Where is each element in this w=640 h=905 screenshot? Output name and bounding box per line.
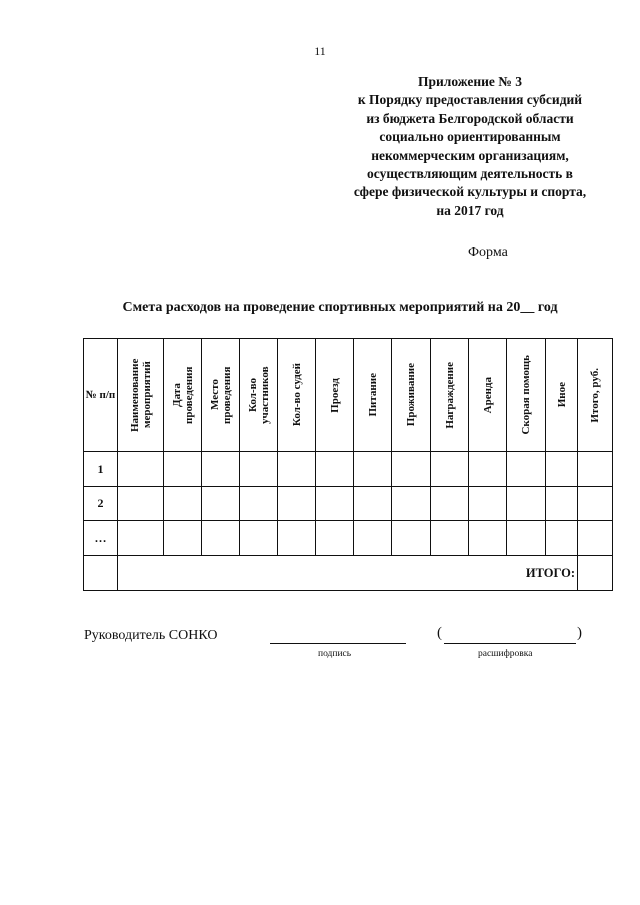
header-label: Аренда [481, 376, 494, 414]
appendix-line: к Порядку предоставления субсидий [357, 92, 583, 108]
total-label: ИТОГО: [118, 556, 578, 591]
table-cell [578, 521, 613, 556]
header-cell [240, 339, 278, 452]
header-cell [431, 339, 469, 452]
table-cell [507, 452, 546, 487]
appendix-line: некоммерческим организациям, [371, 147, 569, 163]
header-label: Наименование мероприятий [128, 358, 153, 432]
table-cell [469, 452, 507, 487]
header-cell [546, 339, 578, 452]
header-label: Дата проведения [170, 366, 195, 424]
table-cell [507, 487, 546, 521]
table-cell [316, 452, 354, 487]
row-number: 2 [84, 487, 118, 521]
table-row [84, 487, 613, 521]
header-label: Проживание [405, 363, 417, 427]
table-cell [278, 452, 316, 487]
table-cell [507, 521, 546, 556]
header-label: Кол-во судей [290, 363, 303, 427]
table-total-row [84, 556, 613, 591]
header-label: Кол-во участников [246, 366, 271, 424]
table-cell [118, 487, 164, 521]
appendix-line: из бюджета Белгородской области [366, 110, 574, 126]
decode-caption: расшифровка [478, 649, 533, 659]
header-cell [316, 339, 354, 452]
table-cell [240, 487, 278, 521]
table-header-row [84, 339, 613, 452]
table-cell [431, 487, 469, 521]
header-cell [278, 339, 316, 452]
header-cell [578, 339, 613, 452]
signature-line [270, 643, 406, 644]
table-cell [240, 452, 278, 487]
page-number: 11 [314, 44, 326, 58]
header-cell [118, 339, 164, 452]
table-cell [578, 487, 613, 521]
table-cell [392, 452, 431, 487]
header-label: Место проведения [208, 366, 233, 424]
table-cell [431, 521, 469, 556]
header-cell [202, 339, 240, 452]
table-cell [392, 487, 431, 521]
row-number: … [84, 521, 118, 556]
table-cell [354, 521, 392, 556]
table-cell [469, 487, 507, 521]
header-label: Скорая помощь [520, 355, 532, 435]
table-cell [316, 521, 354, 556]
table-cell [354, 487, 392, 521]
table-cell [164, 487, 202, 521]
header-label: Проезд [328, 377, 341, 413]
table-cell [84, 556, 118, 591]
row-number: 1 [84, 452, 118, 487]
form-label: Форма [468, 245, 508, 260]
header-label: № п/п [85, 389, 116, 401]
table-cell [316, 487, 354, 521]
table-cell [546, 487, 578, 521]
signature-caption: подпись [318, 649, 352, 659]
table-cell [202, 487, 240, 521]
appendix-header [330, 73, 610, 220]
signature-label: Руководитель СОНКО [84, 628, 218, 643]
table-row [84, 521, 613, 556]
table-cell [354, 452, 392, 487]
table-cell [118, 452, 164, 487]
table-cell [278, 487, 316, 521]
table-cell [278, 521, 316, 556]
header-label: Иное [555, 382, 568, 408]
total-value-cell [578, 556, 613, 591]
table-cell [118, 521, 164, 556]
table-cell [164, 521, 202, 556]
table-cell [392, 521, 431, 556]
appendix-line: Приложение № 3 [418, 74, 522, 89]
appendix-line: на 2017 год [436, 202, 504, 218]
table-cell [578, 452, 613, 487]
decode-line [444, 643, 576, 644]
header-label: Итого, руб. [589, 367, 601, 423]
document-title: Смета расходов на проведение спортивных мероприятий на 20__ год [122, 300, 558, 315]
table-cell [202, 521, 240, 556]
header-cell [354, 339, 392, 452]
header-cell [507, 339, 546, 452]
header-label: Награждение [443, 361, 456, 429]
appendix-line: сфере физической культуры и спорта, [353, 184, 587, 200]
budget-table [83, 338, 613, 591]
close-paren: ) [577, 625, 582, 641]
header-label: Питание [366, 373, 379, 417]
table-cell [469, 521, 507, 556]
appendix-line: осуществляющим деятельность в [367, 166, 573, 182]
table-cell [202, 452, 240, 487]
header-cell [392, 339, 431, 452]
header-cell [469, 339, 507, 452]
table-cell [240, 521, 278, 556]
open-paren: ( [437, 625, 442, 641]
table-cell [546, 452, 578, 487]
appendix-line: социально ориентированным [379, 129, 561, 145]
table-cell [546, 521, 578, 556]
header-cell [164, 339, 202, 452]
table-cell [431, 452, 469, 487]
header-cell-number [84, 339, 118, 452]
table-row [84, 452, 613, 487]
table-cell [164, 452, 202, 487]
